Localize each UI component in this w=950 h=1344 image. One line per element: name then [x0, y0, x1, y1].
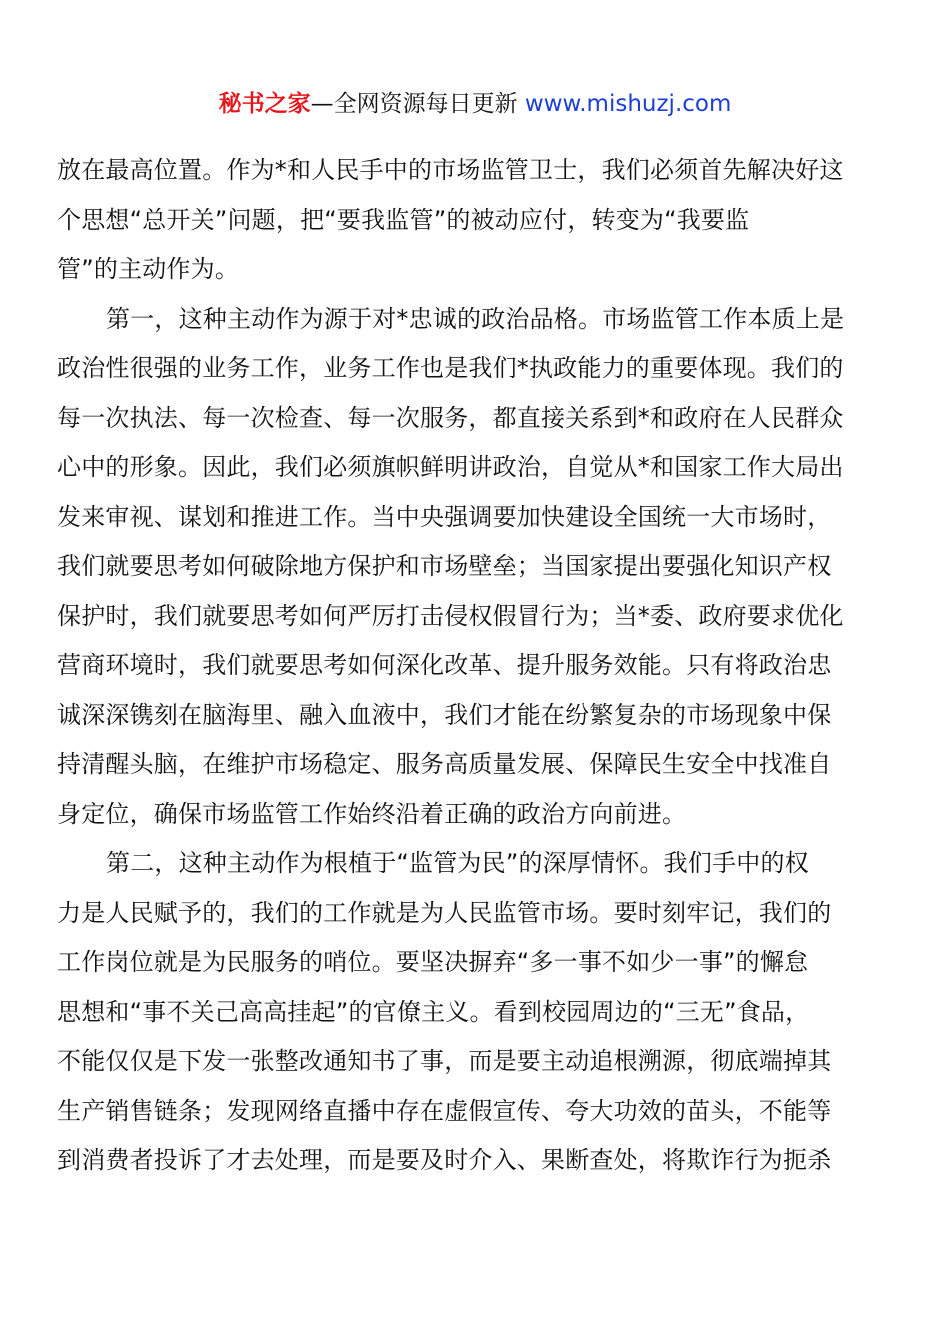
text-line: 管”的主动作为。 [57, 255, 240, 283]
text-line: 营商环境时，我们就要思考如何深化改革、提升服务效能。只有将政治忠 [57, 651, 832, 679]
text-line: 个思想“总开关”问题，把“要我监管”的被动应付，转变为“我要监 [57, 205, 750, 234]
text-line: 我们就要思考如何破除地方保护和市场壁垒；当国家提出要强化知识产权 [57, 552, 832, 580]
text-line: 持清醒头脑，在维护市场稳定、服务高质量发展、保障民生安全中找准自 [57, 750, 832, 778]
text-line: 保护时，我们就要思考如何严厉打击侵权假冒行为；当*委、政府要求优化 [57, 601, 844, 630]
site-url-link[interactable]: www.mishuzj.com [524, 91, 732, 117]
text-line: 放在最高位置。作为*和人民手中的市场监管卫士，我们必须首先解决好这 [57, 156, 844, 184]
text-line: 到消费者投诉了才去处理，而是要及时介入、果断查处，将欺诈行为扼杀 [57, 1146, 832, 1174]
text-line: 政治性很强的业务工作，业务工作也是我们*执政能力的重要体现。我们的 [57, 354, 844, 382]
text-line: 每一次执法、每一次检查、每一次服务，都直接关系到*和政府在人民群众 [57, 403, 844, 432]
header-tagline: —全网资源每日更新 [310, 91, 525, 117]
text-line: 身定位，确保市场监管工作始终沿着正确的政治方向前进。 [57, 799, 687, 828]
paragraph-first-line: 第二，这种主动作为根植于“监管为民”的深厚情怀。我们手中的权 [106, 849, 809, 877]
text-line: 发来审视、谋划和推进工作。当中央强调要加快建设全国统一大市场时， [57, 502, 832, 531]
document-body [57, 146, 897, 1186]
text-line: 心中的形象。因此，我们必须旗帜鲜明讲政治，自觉从*和国家工作大局出 [57, 453, 844, 481]
brand-name: 秘书之家 [218, 91, 311, 117]
text-line: 生产销售链条；发现网络直播中存在虚假宣传、夸大功效的苗头，不能等 [57, 1096, 832, 1125]
text-line: 思想和“事不关己高高挂起”的官僚主义。看到校园周边的“三无”食品， [57, 997, 810, 1026]
text-line: 诚深深镌刻在脑海里、融入血液中，我们才能在纷繁复杂的市场现象中保 [57, 700, 832, 729]
paragraph-first-line: 第一，这种主动作为源于对*忠诚的政治品格。市场监管工作本质上是 [106, 304, 845, 333]
site-header [0, 88, 950, 120]
text-line: 不能仅仅是下发一张整改通知书了事，而是要主动追根溯源，彻底端掉其 [57, 1047, 832, 1075]
text-line: 力是人民赋予的，我们的工作就是为人民监管市场。要时刻牢记，我们的 [57, 898, 832, 927]
text-line: 工作岗位就是为民服务的哨位。要坚决摒弃“多一事不如少一事”的懈怠 [57, 948, 809, 976]
